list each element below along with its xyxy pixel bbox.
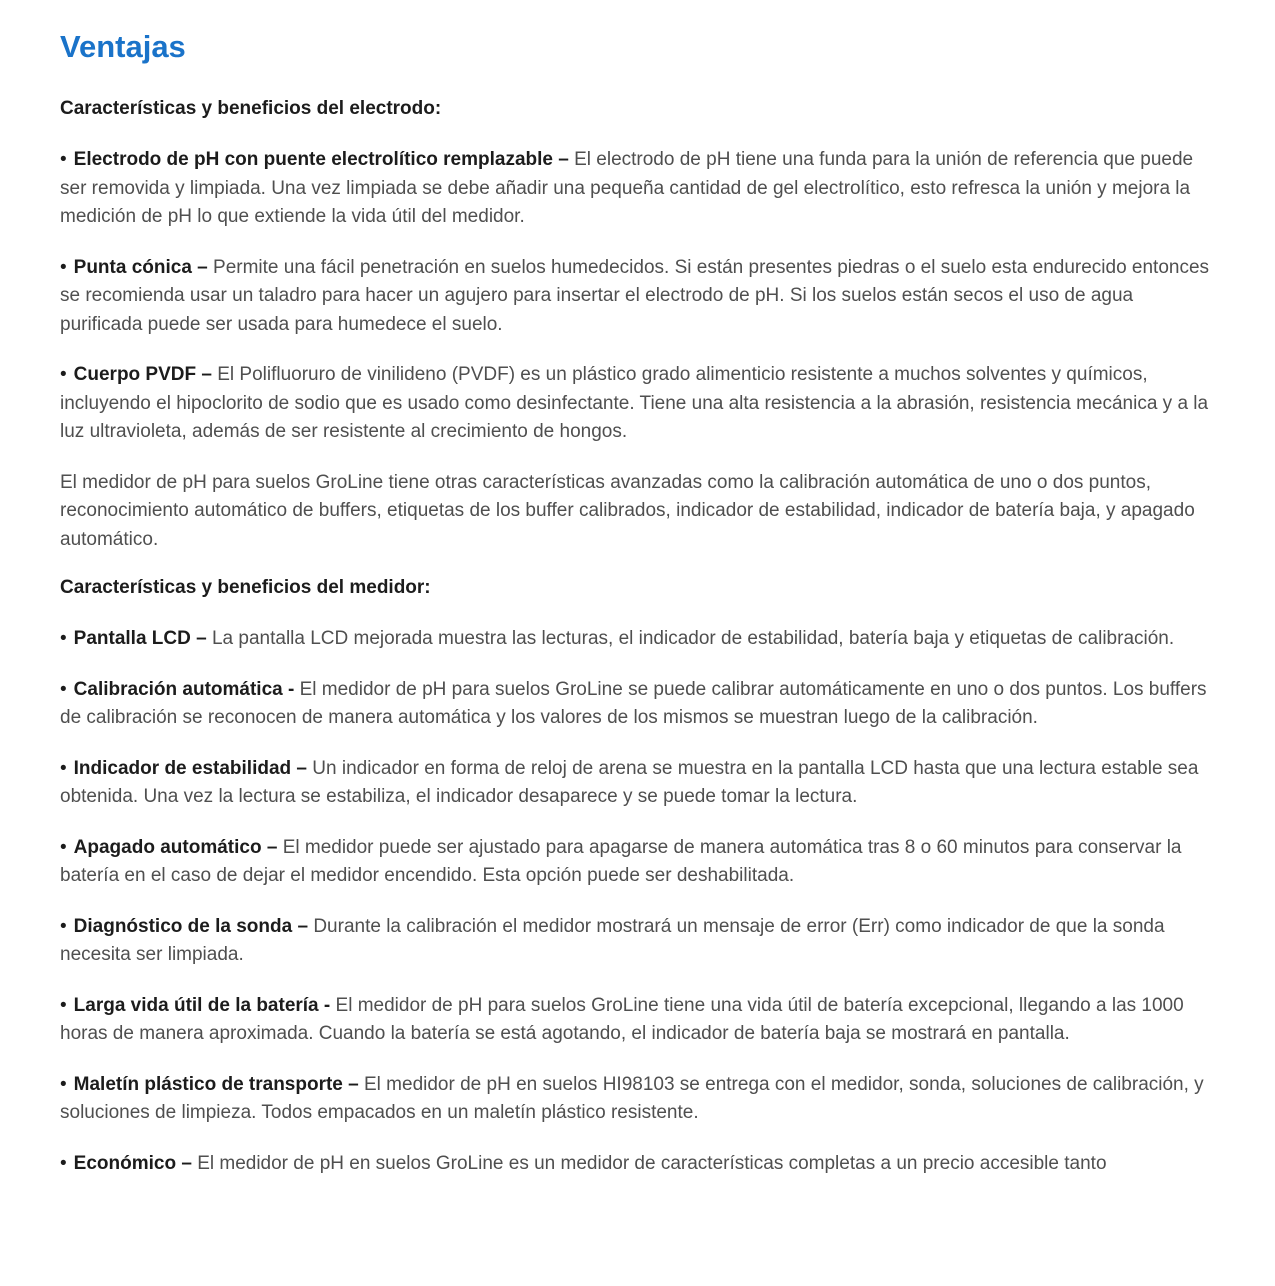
feature-item-cuerpo-pvdf: [60, 361, 1215, 447]
feature-text: El Polifluoruro de vinilideno (PVDF) es un plástico grado alimenticio resistente a muchos solventes y químicos, incluyendo el hipoclorito de sodio que es usado como desinfectante. Tiene una alta resistencia a la abrasión, resistencia mecánica y a la luz ultravioleta, además de ser resistente al crecimiento de hongos.: [60, 364, 1209, 442]
bullet-marker: •: [60, 994, 67, 1016]
feature-lead: Apagado automático –: [73, 836, 283, 858]
feature-item-punta-conica: [60, 254, 1215, 340]
feature-item-economico: [60, 1150, 1215, 1179]
feature-item-electrodo-remplazable: [60, 146, 1215, 232]
feature-lead: Económico –: [73, 1152, 198, 1174]
bullet-marker: •: [60, 678, 67, 700]
feature-item-diagnostico-sonda: [60, 913, 1215, 970]
feature-text: Un indicador en forma de reloj de arena se muestra en la pantalla LCD hasta que una lectura estable sea obtenida. Una vez la lectura se estabiliza, el indicador desaparece y se puede tomar la lectura.: [60, 757, 1199, 807]
feature-lead: Pantalla LCD –: [73, 628, 212, 649]
feature-text: El medidor de pH para suelos GroLine se puede calibrar automáticamente en uno o dos puntos. Los buffers de calibración se reconocen de manera automática y los valores de los mismos se muestran luego de la calibración.: [60, 678, 1207, 728]
feature-lead: Maletín plástico de transporte –: [73, 1073, 364, 1095]
bullet-marker: •: [60, 1073, 67, 1095]
feature-text: El medidor de pH en suelos GroLine es un medidor de características completas a un precio accesible tanto: [197, 1152, 1107, 1174]
bullet-marker: •: [60, 256, 67, 278]
feature-text: Permite una fácil penetración en suelos humedecidos. Si están presentes piedras o el suelo esta endurecido entonces se recomienda usar un taladro para hacer un agujero para insertar el electrodo de pH. Si los suelos están secos el uso de agua purificada puede ser usada para humedece el suelo.: [60, 256, 1210, 335]
bullet-marker: •: [60, 149, 67, 170]
bullet-marker: •: [60, 915, 67, 937]
feature-lead: Indicador de estabilidad –: [73, 757, 313, 779]
feature-item-indicador-estabilidad: [60, 755, 1215, 812]
feature-lead: Electrodo de pH con puente electrolítico remplazable –: [73, 149, 575, 170]
page-title: Ventajas: [60, 29, 186, 64]
section-heading-medidor: Características y beneficios del medidor:: [60, 577, 431, 598]
feature-lead: Punta cónica –: [73, 256, 214, 278]
feature-text: El electrodo de pH tiene una funda para la unión de referencia que puede ser removida y limpiada. Una vez limpiada se debe añadir una pequeña cantidad de gel electrolítico, esto refresca la unión y mejora la medición de pH lo que extiende la vida útil del medidor.: [60, 149, 1194, 227]
feature-lead: Larga vida útil de la batería -: [73, 994, 336, 1016]
feature-item-calibracion-automatica: [60, 676, 1215, 733]
feature-item-maletin-transporte: [60, 1071, 1215, 1128]
bullet-marker: •: [60, 628, 67, 649]
feature-lead: Calibración automática -: [73, 678, 300, 700]
feature-lead: Cuerpo PVDF –: [73, 364, 218, 385]
bullet-marker: •: [60, 364, 67, 385]
feature-item-larga-vida-bateria: [60, 992, 1215, 1049]
feature-text: La pantalla LCD mejorada muestra las lecturas, el indicador de estabilidad, batería baja y etiquetas de calibración.: [211, 628, 1175, 649]
feature-text: El medidor puede ser ajustado para apagarse de manera automática tras 8 o 60 minutos para conservar la batería en el caso de dejar el medidor encendido. Esta opción puede ser deshabilitada.: [60, 836, 1182, 886]
feature-lead: Diagnóstico de la sonda –: [73, 915, 314, 937]
feature-text: El medidor de pH para suelos GroLine tiene una vida útil de batería excepcional, llegando a las 1000 horas de manera aproximada. Cuando la batería se está agotando, el indicador de batería baja se mostrará en pantalla.: [60, 994, 1184, 1044]
bullet-marker: •: [60, 836, 67, 858]
bullet-marker: •: [60, 757, 67, 779]
feature-text: El medidor de pH en suelos HI98103 se entrega con el medidor, sonda, soluciones de calibración, y soluciones de limpieza. Todos empacados en un maletín plástico resistente.: [60, 1073, 1204, 1123]
feature-text: Durante la calibración el medidor mostrará un mensaje de error (Err) como indicador de que la sonda necesita ser limpiada.: [60, 915, 1165, 965]
feature-item-apagado-automatico: [60, 834, 1215, 891]
bullet-marker: •: [60, 1152, 67, 1174]
section-heading-electrodo: Características y beneficios del electrodo:: [60, 98, 442, 119]
electrodo-closing-paragraph: El medidor de pH para suelos GroLine tiene otras características avanzadas como la calibración automática de uno o dos puntos, reconocimiento automático de buffers, etiquetas de los buffer calibrados, indicador de estabilidad, indicador de batería baja, y apagado automático.: [60, 471, 1195, 550]
feature-item-pantalla-lcd: [60, 625, 1215, 654]
